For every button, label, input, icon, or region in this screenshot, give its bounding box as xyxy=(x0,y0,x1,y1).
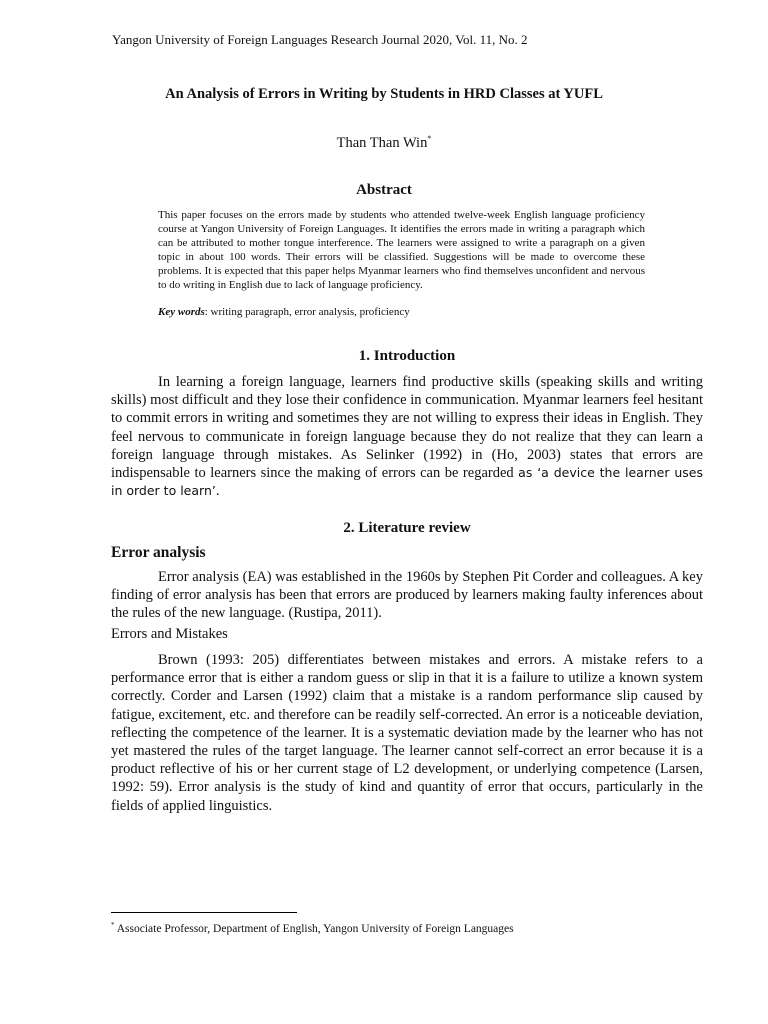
abstract-heading: Abstract xyxy=(356,182,412,198)
error-analysis-heading: Error analysis xyxy=(111,544,206,561)
literature-review-heading: 2. Literature review xyxy=(343,520,471,536)
introduction-heading: 1. Introduction xyxy=(358,348,456,364)
author-footnote-marker: * xyxy=(427,134,432,143)
paper-title: An Analysis of Errors in Writing by Students in HRD Classes at YUFL xyxy=(165,86,603,102)
keywords-line xyxy=(158,305,645,319)
introduction-quote: as ‘a device the learner uses in order to learn’ xyxy=(111,465,703,499)
author-line xyxy=(0,134,768,152)
footnote-divider xyxy=(111,912,297,913)
abstract-body: This paper focuses on the errors made by students who attended twelve-week English language proficiency course at Yangon University of Foreign Languages. It identifies the errors made in writing a paragraph which can be attributed to mother tongue interference. The learners were assigned to write a paragraph on a given topic in about 100 words. Their errors will be classified. Suggestions will be made to overcome these problems. It is expected that this paper helps Myanmar learners who find themselves unconfident and nervous to do writing in English due to lack of language proficiency. xyxy=(158,209,645,292)
errors-mistakes-paragraph: Brown (1993: 205) differentiates between mistakes and errors. A mistake refers to a performance error that is either a random guess or slip in that it is a failure to utilize a known system correctly. Corder and Larsen (1992) claim that a mistake is a random performance slip caused by fatigue, excitement, etc. and therefore can be readily self-corrected. An error is a noticeable deviation, reflecting the competence of the learner. It is a systematic deviation made by the learner who has not yet mastered the rules of the target language. The learner cannot self-correct an error because it is a product reflective of his or her current stage of L2 development, or underlying competence (Larsen, 1992: 59). Error analysis is the study of kind and quantity of error that occurs, particularly in the fields of applied linguistics. xyxy=(111,652,703,814)
introduction-body: In learning a foreign language, learners find productive skills (speaking skills and writing skills) most difficult and they lose their confidence in communication. Myanmar learners feel hesitant to commit errors in writing and sometimes they are not willing to express their ideas in English. They feel nervous to communicate in foreign language because they do not realize that they can learn a foreign language through mistakes. As Selinker (1992) in (Ho, 2003) states that errors are indispensable to learners since the making of errors can be regarded xyxy=(111,374,703,482)
errors-mistakes-heading: Errors and Mistakes xyxy=(111,626,228,642)
footnote xyxy=(111,921,514,935)
running-head: Yangon University of Foreign Languages Research Journal 2020, Vol. 11, No. 2 xyxy=(112,32,528,47)
error-analysis-paragraph: Error analysis (EA) was established in the 1960s by Stephen Pit Corder and colleagues. A key finding of error analysis has been that errors are produced by learners making faulty inferences about the rules of the new language. (Rustipa, 2011). xyxy=(111,569,703,622)
keywords-text: : writing paragraph, error analysis, proficiency xyxy=(204,306,410,318)
introduction-paragraph xyxy=(111,373,703,500)
footnote-marker: * xyxy=(111,921,115,929)
introduction-quote-end: . xyxy=(215,483,220,500)
keywords-label: Key words xyxy=(158,306,205,318)
footnote-text: Associate Professor, Department of English, Yangon University of Foreign Languages xyxy=(114,922,514,935)
author-name: Than Than Win xyxy=(336,134,428,151)
